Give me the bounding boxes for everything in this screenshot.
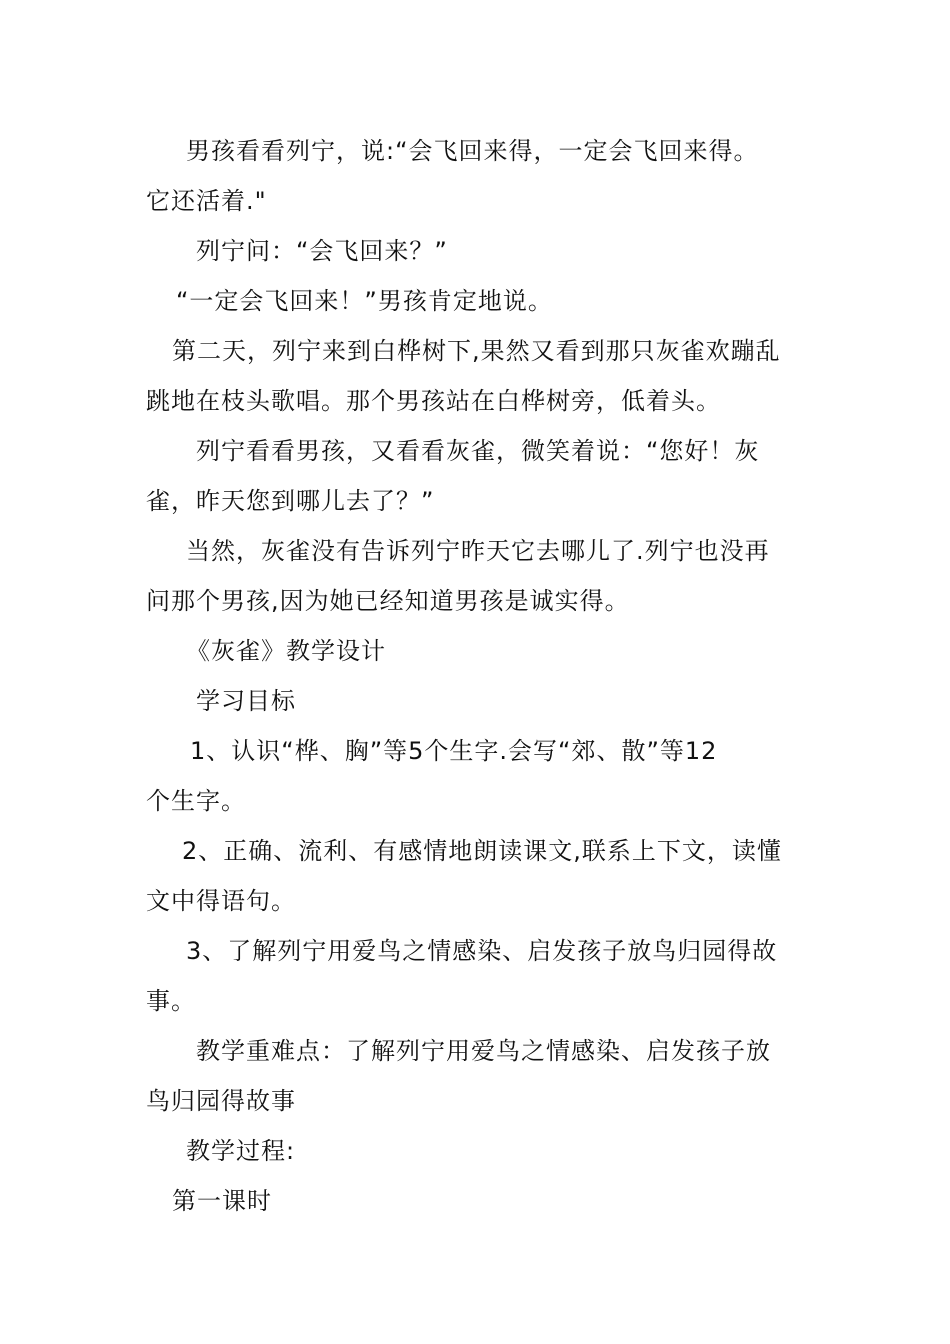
section-heading: 第一课时 <box>172 1187 272 1215</box>
list-item: 2、正确、流利、有感情地朗读课文,联系上下文，读懂 <box>182 837 782 865</box>
text-line: 第二天，列宁来到白桦树下,果然又看到那只灰雀欢蹦乱 <box>172 337 781 365</box>
text-line: 雀，昨天您到哪儿去了？” <box>146 487 435 515</box>
text-line: 当然，灰雀没有告诉列宁昨天它去哪儿了.列宁也没再 <box>186 537 770 565</box>
section-title: 《灰雀》教学设计 <box>186 637 386 665</box>
text-line: 个生字。 <box>146 787 246 815</box>
text-line: 男孩看看列宁，说:“会飞回来得，一定会飞回来得。 <box>186 137 759 165</box>
text-line: 鸟归园得故事 <box>146 1087 296 1115</box>
text-line: 跳地在枝头歌唱。那个男孩站在白桦树旁，低着头。 <box>146 387 721 415</box>
text-line: 事。 <box>146 987 196 1015</box>
text-line: “一定会飞回来！”男孩肯定地说。 <box>176 287 553 315</box>
list-item: 3、了解列宁用爱鸟之情感染、启发孩子放鸟归园得故 <box>186 937 778 965</box>
text-line: 列宁看看男孩，又看看灰雀，微笑着说：“您好！灰 <box>196 437 760 465</box>
section-heading: 学习目标 <box>196 687 296 715</box>
list-item: 1、认识“桦、胸”等5个生字.会写“郊、散”等12 <box>190 737 718 765</box>
text-line: 列宁问：“会飞回来？” <box>196 237 448 265</box>
text-line: 文中得语句。 <box>146 887 296 915</box>
section-heading: 教学过程: <box>186 1137 296 1165</box>
text-line: 它还活着." <box>146 187 267 215</box>
text-line: 教学重难点：了解列宁用爱鸟之情感染、启发孩子放 <box>196 1037 771 1065</box>
text-line: 问那个男孩,因为她已经知道男孩是诚实得。 <box>146 587 630 615</box>
